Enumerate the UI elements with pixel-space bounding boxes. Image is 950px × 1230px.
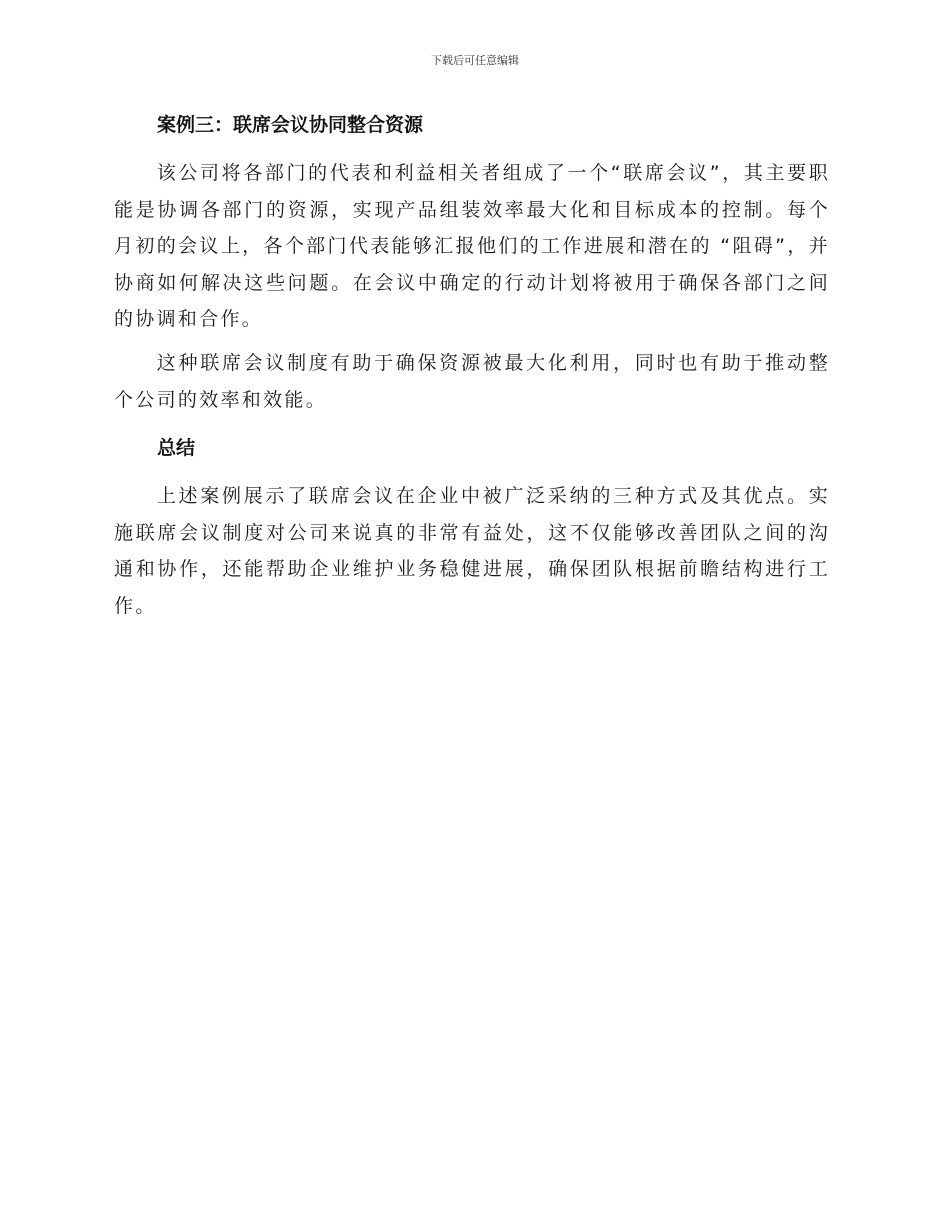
document-body	[114, 110, 830, 625]
section-heading-case-three: 案例三：联席会议协同整合资源	[157, 114, 424, 136]
paragraph-joint-meeting-description: 该公司将各部门的代表和利益相关者组成了一个“联席会议”，其主要职能是协调各部门的资源，实现产品组装效率最大化和目标成本的控制。每个月初的会议上，各个部门代表能够汇报他们的工作进展和潜在的 “阻碍”，并协商如何解决这些问题。在会议中确定的行动计划将被用于确保各部门之间的协调和合作。	[114, 162, 830, 331]
page-header: 下载后可任意编辑	[431, 54, 519, 67]
section-heading-summary: 总结	[157, 437, 196, 460]
paragraph-summary: 上述案例展示了联席会议在企业中被广泛采纳的三种方式及其优点。实施联席会议制度对公司来说真的非常有益处，这不仅能够改善团队之间的沟通和协作，还能帮助企业维护业务稳健进展，确保团队根据前瞻结构进行工作。	[114, 485, 830, 617]
paragraph-joint-meeting-benefit: 这种联席会议制度有助于确保资源被最大化利用，同时也有助于推动整个公司的效率和效能。	[114, 351, 830, 411]
